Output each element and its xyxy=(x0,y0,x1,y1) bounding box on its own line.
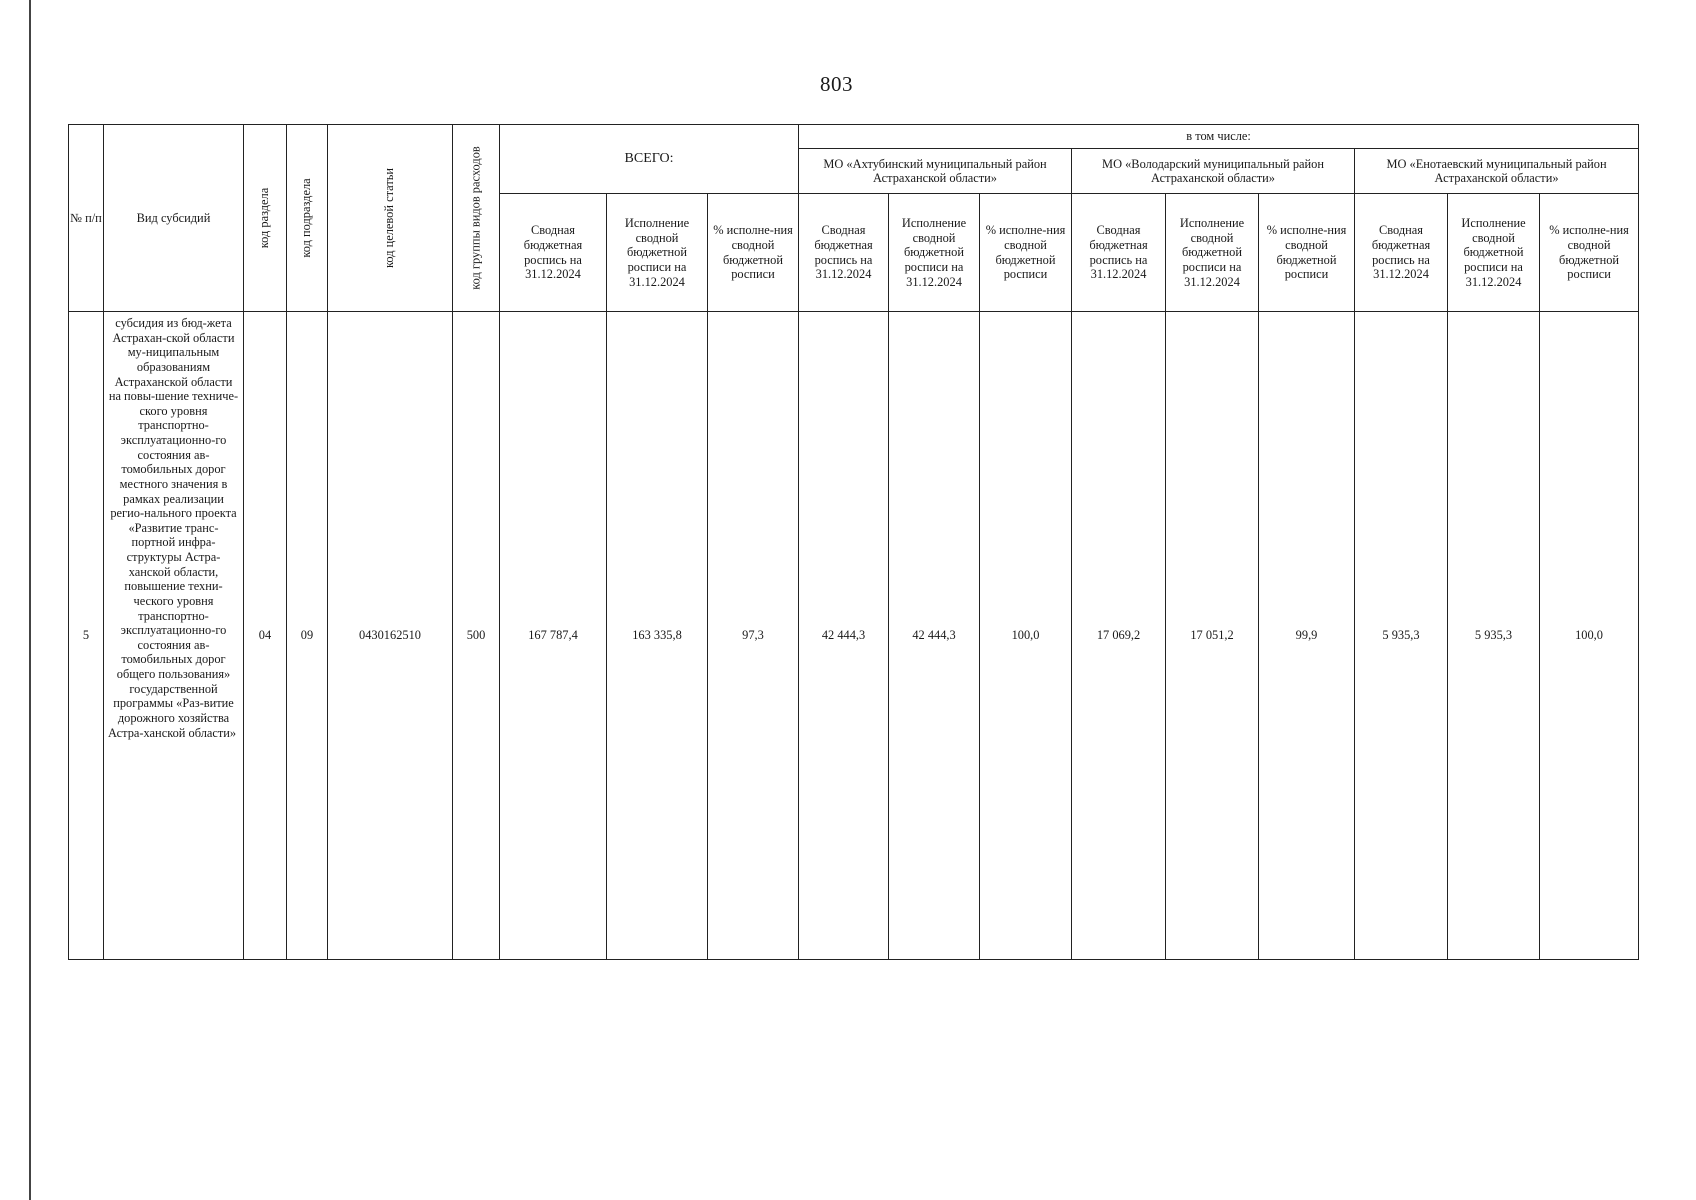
header-enotaevsky-plan: Сводная бюджетная роспись на 31.12.2024 xyxy=(1355,194,1448,312)
header-target-article-code-label: код целевой статьи xyxy=(382,167,397,269)
header-akhtubinsky-percent: % исполне-ния сводной бюджетной росписи xyxy=(980,194,1072,312)
cell-expense-group-code: 500 xyxy=(453,312,500,960)
header-volodarsky-execution: Исполнение сводной бюджетной росписи на 31.12.2024 xyxy=(1166,194,1259,312)
cell-target-article-code: 0430162510 xyxy=(328,312,453,960)
cell-total-plan: 167 787,4 xyxy=(500,312,607,960)
header-row-no: № п/п xyxy=(69,125,104,312)
cell-section-code: 04 xyxy=(244,312,287,960)
header-district-akhtubinsky: МО «Ахтубинский муниципальный район Астраханской области» xyxy=(799,149,1072,194)
header-expense-group-code-label: код группы видов расходов xyxy=(468,146,483,290)
cell-total-percent: 97,3 xyxy=(708,312,799,960)
table-row xyxy=(69,312,1639,960)
header-volodarsky-percent: % исполне-ния сводной бюджетной росписи xyxy=(1259,194,1355,312)
header-akhtubinsky-execution: Исполнение сводной бюджетной росписи на 31.12.2024 xyxy=(889,194,980,312)
cell-volodarsky-percent: 99,9 xyxy=(1259,312,1355,960)
header-target-article-code xyxy=(328,125,453,312)
cell-enotaevsky-percent: 100,0 xyxy=(1540,312,1639,960)
binding-margin-line xyxy=(29,0,31,1200)
cell-akhtubinsky-plan: 42 444,3 xyxy=(799,312,889,960)
header-total-execution: Исполнение сводной бюджетной росписи на 31.12.2024 xyxy=(607,194,708,312)
cell-volodarsky-plan: 17 069,2 xyxy=(1072,312,1166,960)
header-district-enotaevsky: МО «Енотаевский муниципальный район Астраханской области» xyxy=(1355,149,1639,194)
budget-table xyxy=(68,124,1639,960)
header-subsection-code xyxy=(287,125,328,312)
cell-volodarsky-execution: 17 051,2 xyxy=(1166,312,1259,960)
header-akhtubinsky-plan: Сводная бюджетная роспись на 31.12.2024 xyxy=(799,194,889,312)
header-total-plan: Сводная бюджетная роспись на 31.12.2024 xyxy=(500,194,607,312)
cell-akhtubinsky-execution: 42 444,3 xyxy=(889,312,980,960)
header-subsection-code-label: код подраздела xyxy=(299,178,314,258)
cell-enotaevsky-execution: 5 935,3 xyxy=(1448,312,1540,960)
page-number: 803 xyxy=(820,72,853,96)
cell-subsidy-type: субсидия из бюд-жета Астрахан-ской области му-ниципальным образованиям Астраханской области на повы-шение техниче-ского уровня транспортно-эксплуатационно-го состояния ав-томобильных дорог местного значения в рамках реализации регио-нального проекта «Развитие транс-портной инфра-структуры Астра-ханской области, повышение техни-ческого уровня транспортно-эксплуатационно-го состояния ав-томобильных дорог общего пользования» государственной программы «Раз-витие дорожного хозяйства Астра-ханской области» xyxy=(104,312,244,960)
header-expense-group-code xyxy=(453,125,500,312)
cell-total-execution: 163 335,8 xyxy=(607,312,708,960)
header-district-volodarsky: МО «Володарский муниципальный район Астраханской области» xyxy=(1072,149,1355,194)
cell-subsection-code: 09 xyxy=(287,312,328,960)
header-enotaevsky-execution: Исполнение сводной бюджетной росписи на 31.12.2024 xyxy=(1448,194,1540,312)
header-volodarsky-plan: Сводная бюджетная роспись на 31.12.2024 xyxy=(1072,194,1166,312)
header-section-code-label: код раздела xyxy=(257,187,272,249)
header-section-code xyxy=(244,125,287,312)
cell-enotaevsky-plan: 5 935,3 xyxy=(1355,312,1448,960)
header-including: в том числе: xyxy=(799,125,1639,149)
header-total: ВСЕГО: xyxy=(500,125,799,194)
cell-row-no: 5 xyxy=(69,312,104,960)
cell-akhtubinsky-percent: 100,0 xyxy=(980,312,1072,960)
header-enotaevsky-percent: % исполне-ния сводной бюджетной росписи xyxy=(1540,194,1639,312)
header-subsidy-type: Вид субсидий xyxy=(104,125,244,312)
header-total-percent: % исполне-ния сводной бюджетной росписи xyxy=(708,194,799,312)
